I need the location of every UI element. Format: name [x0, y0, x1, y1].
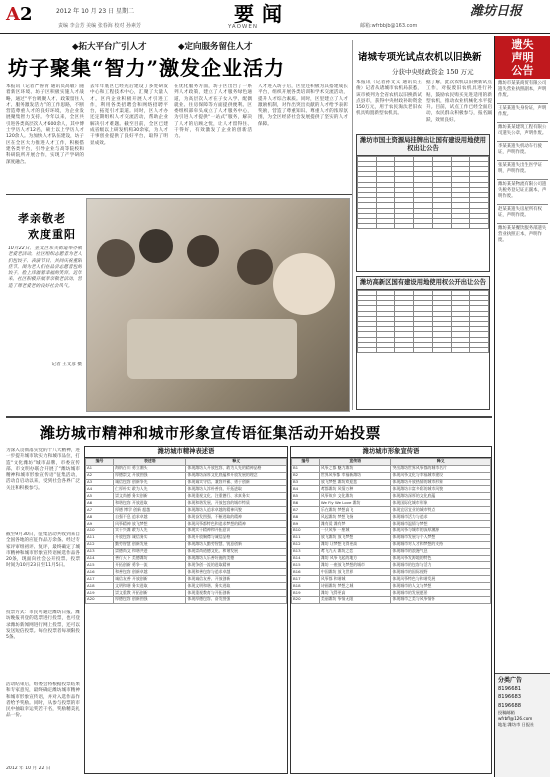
table-cell: A3 [86, 479, 114, 486]
table-row [86, 541, 287, 548]
table-cell: 体现争创一流的进取精神 [186, 562, 287, 569]
table-row [292, 486, 491, 493]
table-cell: 风筝精神 放飞梦想 [114, 521, 186, 528]
table-row [292, 534, 491, 541]
phone-number: 8196688 [498, 702, 522, 709]
table-row [292, 562, 491, 569]
table-cell: 体现诚实守信、兼容并蓄、勇于创新 [186, 479, 287, 486]
table-cell: A11 [86, 534, 114, 541]
table-cell: 体现风筝都特色和追求梦想的精神 [186, 521, 287, 528]
table-row [292, 569, 491, 576]
table-row [292, 541, 491, 548]
table-cell: 和善包容 创新卓越 [114, 569, 186, 576]
table-cell: 潍坊 风筝飞起的地方 [319, 555, 391, 562]
table-cell: 放飞潍坊 放飞梦想 [319, 534, 391, 541]
table-cell: 勤劳智慧 创新发展 [114, 541, 186, 548]
table-cell: B8 [292, 514, 320, 521]
table-cell: B5 [292, 493, 320, 500]
table-cell: 一只风筝 一座城 [319, 527, 391, 534]
table-cell: B6 [292, 500, 320, 507]
ad-cell [470, 347, 489, 352]
table-cell: 体现文明和谐、务实进取 [186, 583, 287, 590]
table-cell: 潍坊 飞得更高 [319, 590, 391, 597]
table-row [292, 555, 491, 562]
table-cell: A8 [86, 514, 114, 521]
ad-cell [432, 224, 451, 229]
notice-item: 潍坊市某某商贸有限公司遗失营业执照副本，声明作废。 [498, 81, 547, 98]
table-cell: 放飞梦想 潍坊欢迎您 [319, 479, 391, 486]
table-cell: 体现潍坊开放热情的城市形象 [391, 479, 491, 486]
person-figure [139, 229, 173, 263]
table-cell: 体现宜居宜业的城市特点 [391, 507, 491, 514]
table-cell: 风筝都 和谐城 [319, 576, 391, 583]
notice-item: 李某某遗失机动车行驶证，声明作废。 [497, 141, 548, 158]
table-cell: 体现城市活力与追求 [391, 514, 491, 521]
table-cell: 潍坊 让梦想飞得更高 [319, 541, 391, 548]
table-cell: B16 [292, 569, 320, 576]
ad-cell [376, 224, 395, 229]
table-row [292, 514, 491, 521]
table-cell: 体现潍坊人追求卓越的精神风貌 [186, 507, 287, 514]
photo-headline-line2: 欢度重阳 [28, 228, 76, 241]
table-row [86, 562, 287, 569]
table-row [292, 479, 491, 486]
divider [6, 194, 352, 195]
table-cell: 厚德包容 创新图强 [114, 596, 186, 603]
section-title: 要闻 [234, 2, 290, 26]
table-row [86, 465, 287, 472]
ad-cell [376, 347, 395, 352]
table-cell: 体现和善包容与追求卓越 [186, 569, 287, 576]
table-cell: 风筝故乡 文化潍坊 [319, 493, 391, 500]
table-cell: 体现奋发图强、不断进取的精神 [186, 514, 287, 521]
table-cell: B14 [292, 555, 320, 562]
table-cell: 自强不息 追求卓越 [114, 514, 186, 521]
table-cell: A5 [86, 493, 114, 500]
table-cell: 体现城市的国际视野 [391, 569, 491, 576]
table-cell: B17 [292, 576, 320, 583]
ad-cell [451, 224, 470, 229]
table-row [292, 583, 491, 590]
table-cell: 体现和谐发展、开放包容的城市特质 [186, 500, 287, 507]
page-num: 2 [19, 4, 33, 25]
table-cell: 崇德尚文 和谐共进 [114, 548, 186, 555]
land-notice-ad-2 [356, 276, 490, 410]
photo-credit: 记者 王文彦 摄 [51, 362, 82, 367]
table-row [292, 548, 491, 555]
table-cell: 体现潍坊人开放包容、敢为人先的精神品格 [186, 465, 287, 472]
table-row [86, 548, 287, 555]
table-row [86, 590, 287, 597]
table-header-cell: 释义 [186, 458, 287, 465]
table-cell: 风起潍坊 梦想飞扬 [319, 514, 391, 521]
table-cell: 体现城市温情与梦想 [391, 521, 491, 528]
table-header-cell: 表述语 [114, 458, 186, 465]
table-cell: 体现潍坊人勤劳智慧、锐意创新 [186, 541, 287, 548]
table-row [86, 576, 287, 583]
table-cell: 诗画潍坊 梦想之城 [319, 583, 391, 590]
table-cell: 体现城市的人文与梦想 [391, 583, 491, 590]
ad-cell [395, 347, 414, 352]
notice-item: 潍坊某某物流有限公司遗失税务登记证正副本，声明作废。 [497, 179, 548, 202]
table-cell: 潍有爱 潍有梦 [319, 521, 391, 528]
side-headline: 诸城专项光试点农机以旧换新 [358, 52, 482, 63]
table-cell: 体现重视教育与开拓创新 [186, 590, 287, 597]
contact-email: 投稿邮箱 wfrbfl@126.com [498, 709, 533, 721]
table-cell: A4 [86, 486, 114, 493]
city-spirit-table [84, 446, 288, 774]
table-with-food [127, 319, 297, 379]
table-cell: 鸢飞九天 潍坊之恋 [319, 548, 391, 555]
table-cell: 体现潍坊人乐善好施的美德 [186, 555, 287, 562]
notice-title-line: 遗失 [511, 38, 534, 51]
table-cell: B1 [292, 465, 320, 472]
ad-cell [395, 224, 414, 229]
phone-number: 8196681 [498, 686, 522, 693]
table-cell: 仁厚朴实 敢为人先 [114, 486, 186, 493]
table-cell: 美丽潍坊 筝情无限 [319, 596, 391, 603]
person-figure [187, 235, 219, 267]
table-header-cell: 宣传语 [319, 458, 391, 465]
table-cell: B20 [292, 596, 320, 603]
notice-item: 张某某遗失出生医学证明，声明作废。 [497, 160, 548, 177]
table-row [86, 493, 287, 500]
table-cell: 体现实干精神和开拓意识 [186, 527, 287, 534]
table-cell: 体现城市之美与风筝情怀 [391, 596, 491, 603]
bottom-intro-2: 截至9月30日，征集活动共收到来自全国各地的应征作品万余条。经过专家评审组初评、复评，最终确定了城市精神和城市形象宣传语候选作品各20条，现面向社会公开投票。投票时间为10月23日至11月5日。 [6, 532, 80, 569]
ad-cell [470, 224, 489, 229]
lead-kicker-left: ◆拓大平台广引人才 [72, 42, 147, 52]
bottom-intro-3: 投票方式：市民可通过潍坊日报、潍坊晚报刊登的选票进行投票，也可登录潍坊新闻网进行网上投票，还可以发送短信投票。每位投票者每项限投5条。 [6, 610, 80, 641]
table-cell: A19 [86, 590, 114, 597]
table-cell: 体现潍坊人淳朴善良、开拓进取 [186, 486, 287, 493]
notice-list [495, 79, 550, 246]
table-cell: 体现潍坊深厚文化底蕴和开放发展的理念 [186, 472, 287, 479]
table-cell: 海纳百川 勇立潮头 [114, 465, 186, 472]
table-row [86, 596, 287, 603]
table-cell: 风筝之都 魅力潍坊 [319, 465, 391, 472]
ad-row [358, 224, 489, 229]
page-letter: A [6, 4, 20, 25]
table-cell: A16 [86, 569, 114, 576]
table-row [292, 493, 491, 500]
table-row [86, 486, 287, 493]
table-cell: 体现城市发展与个人梦想 [391, 534, 491, 541]
table-row [292, 500, 491, 507]
table-row [86, 569, 287, 576]
classified-contact [495, 673, 550, 777]
table-row [292, 521, 491, 528]
ad-cell [358, 347, 377, 352]
table-cell: A1 [86, 465, 114, 472]
table-cell: 崇文重教 开拓创新 [114, 590, 186, 597]
table-header-cell: 释义 [391, 458, 491, 465]
column-divider [352, 40, 353, 410]
table-cell: 体现风筝文化与幸福城市建设 [391, 472, 491, 479]
notice-title-line: 声明 [511, 51, 534, 64]
land-notice-ad-1 [356, 134, 490, 272]
bottom-footer-date: 2012 年 10 月 22 日 [6, 766, 51, 771]
table-cell: A7 [86, 507, 114, 514]
table-cell: 中国潍坊 放飞世界 [319, 569, 391, 576]
table-row [292, 472, 491, 479]
table-cell: B9 [292, 521, 320, 528]
lead-column-1: 本报讯（记者严鲁青 通讯员高敏）随着新区环境、坊子区积极实施人才战略，通过“平台吸聚人才、政策留住人才、服务激发活力”的工作思路，不断营造尊重人才的良好环境，为企业发展聚集智力支持。今年以来，全区共引进各类高层次人才600余人，其中博士学历人才12名，硕士以上学历人才120余人。为加快人才队伍建设，坊子区在全区大力推进人才工作，积极搭建各类平台，引导企业与高等院校和科研院所开展合作，实现了产学研的深度融合。 [6, 84, 84, 165]
table-row [292, 590, 491, 597]
table-row [86, 555, 287, 562]
table-row [86, 507, 287, 514]
table-cell: A18 [86, 583, 114, 590]
photo-headline-line1: 孝亲敬老 [18, 212, 66, 225]
table-cell: A6 [86, 500, 114, 507]
table-row [292, 465, 491, 472]
table-cell: B13 [292, 548, 320, 555]
table-cell: A14 [86, 555, 114, 562]
table-row [86, 534, 287, 541]
news-photo [86, 198, 350, 412]
ad-cell [358, 224, 377, 229]
section-pinyin: YAOWEN [228, 24, 258, 30]
table-cell: 体现风筝发源地的特色 [391, 555, 491, 562]
table-row [86, 479, 287, 486]
contact-label: 分类广告 [498, 677, 523, 684]
table-cell: A9 [86, 521, 114, 528]
table-row [292, 576, 491, 583]
table-header-cell: 编号 [292, 458, 320, 465]
table-cell: 厚德 博学 创新 超越 [114, 507, 186, 514]
elderly-woman-face [273, 253, 335, 315]
table-cell: 文明和谐 务实进取 [114, 583, 186, 590]
table-cell: 乐在潍坊 梦想高飞 [319, 507, 391, 514]
city-slogan-table [290, 446, 492, 774]
notice-title [495, 36, 550, 79]
table-cell: 实干兴潍 敢为人先 [114, 527, 186, 534]
table-cell: 潍坊 一座放飞梦想的城市 [319, 562, 391, 569]
table-cell: 诚信友善 开放创新 [114, 576, 186, 583]
table-cell: B15 [292, 562, 320, 569]
table-title: 潍坊城市形象宣传语 [291, 447, 491, 458]
lead-kicker-right: ◆定向服务留住人才 [178, 42, 253, 52]
notice-title-line: 公告 [511, 64, 534, 77]
table-cell: 体现诚信友善、开放创新 [186, 576, 287, 583]
classified-column [494, 36, 550, 777]
table-cell: B19 [292, 590, 320, 597]
side-column-2: 据了解，此次农机以旧换新试点工作，对报废旧农机具进行补贴，鼓励农民购买先进适用的新型农机，推动农业机械化水平提升。目前，试点工作已经全面启动，农民群众积极参与，报名踊跃，效果良好。 [426, 80, 492, 123]
table-row [86, 527, 287, 534]
side-subheadline: 分获中央财政资金 150 万元 [392, 68, 474, 76]
lead-headline: 坊子聚集“智力”激发企业活力 [8, 56, 286, 80]
notice-item: 潍坊某某建筑工程有限公司遗失公章，声明作废。 [497, 122, 548, 139]
ad-cell [414, 224, 433, 229]
table-row [86, 500, 287, 507]
table-cell: 世界风筝都 幸福新潍坊 [319, 472, 391, 479]
lead-column-3: 在优化服务方面，坊子区出台了一系列人才政策，建立了人才服务绿色通道，为高层次人才在子女入学、配偶就业、住房保障等方面提供便利。区委组织部牵头成立了人才服务中心，为引进人才提供“一站式”服务，解决了人才的后顾之忧，让人才留得住、干得好，有效激发了企业的创新活力。 [174, 84, 252, 140]
candidate-table [85, 458, 287, 604]
table-cell: 体现国际化城市形象 [391, 500, 491, 507]
table-cell: 体现城市的浪漫气息 [391, 548, 491, 555]
ad-title: 潍坊市国土资源局挂牌出让国有建设用地使用权出让公告 [357, 135, 489, 156]
lead-column-2: 去年年底区已经先后建设了多处研发中心和工程技术中心，汇聚了大量人才。区内企业积极开展人才引进工作，利用各类招聘会和网络招聘平台，拓宽引才渠道。同时，区人才办还定期组织人才交流活动，帮助企业解决引才难题。截至目前，全区已建成省级以上研发机构30余家，为人才干事创业提供了良好平台，取得了明显成效。 [90, 84, 168, 146]
contact-address: 地址:潍坊市 日报社 [498, 721, 535, 727]
table-cell: A10 [86, 527, 114, 534]
ad-row [358, 347, 489, 352]
table-title: 潍坊城市精神表述语 [85, 447, 287, 458]
table-row [86, 583, 287, 590]
table-header-cell: 编号 [86, 458, 114, 465]
photo-caption: 10月22日，奎文区东关街道举办敬老爱老活动，社区组织志愿者为老人们包饺子、表演节目，共同庆祝重阳佳节。图为老人们在品尝志愿者包的饺子，脸上洋溢着幸福的笑容。近年来，社区积极开展孝亲敬老活动，营造了尊老爱老的良好社会风气。 [8, 246, 82, 289]
table-cell: B3 [292, 479, 320, 486]
table-cell: A15 [86, 562, 114, 569]
divider [6, 416, 492, 418]
table-cell: 体现城市的发展愿景 [391, 590, 491, 597]
table-cell: B10 [292, 527, 320, 534]
table-cell: 体现厚德包容、奋发图强 [186, 596, 287, 603]
table-row [86, 472, 287, 479]
ad-table [357, 156, 489, 230]
candidate-table [291, 458, 491, 604]
table-cell: 体现城市对人才和梦想的支持 [391, 541, 491, 548]
table-cell: 和谐包容 开放进取 [114, 500, 186, 507]
paper-logo: 潍坊日报 [470, 4, 523, 19]
table-cell: 鸢都潍坊 风情万种 [319, 486, 391, 493]
table-cell: 崇文尚德 务实创新 [114, 493, 186, 500]
notice-item: 潍坊某某餐饮服务部遗失营业执照正本，声明作废。 [497, 223, 548, 246]
table-cell: 体现崇尚道德文化、和谐发展 [186, 548, 287, 555]
table-row [86, 521, 287, 528]
table-cell: 体现重视文化、注重德行、求真务实 [186, 493, 287, 500]
issue-date: 2012 年 10 月 23 日 星期二 [56, 8, 134, 15]
table-cell: A17 [86, 576, 114, 583]
email-line: 邮箱:wfrbbjb@163.com [360, 23, 418, 29]
table-row [292, 596, 491, 603]
table-cell: B4 [292, 486, 320, 493]
phone-number: 8196683 [498, 694, 522, 701]
table-cell: 体现风筝与城市的深厚渊源 [391, 527, 491, 534]
table-cell: 体现开放胸襟与诚信品格 [186, 534, 287, 541]
masthead [0, 0, 550, 34]
ad-cell [432, 347, 451, 352]
table-cell: 体现风筝特色与和谐发展 [391, 576, 491, 583]
table-cell: B12 [292, 541, 320, 548]
bottom-intro-4: 活动结束后，组委会将根据投票结果和专家意见，最终确定潍坊城市精神和城市形象宣传语，并对入选作品作者给予奖励。同时，从参与投票的市民中抽取幸运奖若干名，奖励精美礼品一份。 [6, 682, 80, 719]
person-figure [237, 249, 273, 285]
editor-line: 责编 李会芳 美编 张春海 校对 孙素芳 [58, 23, 141, 29]
lead-column-4: 人才进入坊子后，区里还积极为其搭建成长平台，组织开展各类培训和学术交流活动，提升人才综合素质。同时，区里建立了人才激励机制，对作出突出贡献的人才给予表彰奖励，营造了尊重知识、尊重人才的浓厚氛围，为全区经济社会发展提供了坚实的人才保障。 [258, 84, 348, 127]
table-cell: B7 [292, 507, 320, 514]
side-column-1: 本报讯（记者孙文义 通讯员王俊）记者从诸城市农机局获悉，该市被列为全省农机以旧换新试点县市，获得中央财政补助资金150万元，用于农民淘汰老旧农机具购置新型农机具。 [356, 80, 422, 117]
notice-item: 赵某某遗失房屋所有权证，声明作废。 [497, 204, 548, 221]
table-cell: B2 [292, 472, 320, 479]
bottom-headline: 潍坊城市精神和城市形象宣传语征集活动开始投票 [40, 424, 382, 442]
table-row [86, 514, 287, 521]
table-cell: 诚信包容 创新争先 [114, 479, 186, 486]
ad-table [357, 290, 489, 353]
table-row [292, 527, 491, 534]
ad-cell [451, 347, 470, 352]
table-cell: We Fly We Love 潍坊 [319, 500, 391, 507]
page-number [6, 4, 33, 27]
table-cell: A13 [86, 548, 114, 555]
table-row [292, 507, 491, 514]
table-cell: B11 [292, 534, 320, 541]
table-cell: A20 [86, 596, 114, 603]
table-cell: 厚德崇文 开放图强 [114, 472, 186, 479]
ad-cell [414, 347, 433, 352]
table-cell: 突出潍坊世界风筝都的城市名片 [391, 465, 491, 472]
table-cell: A2 [86, 472, 114, 479]
person-figure [97, 239, 135, 277]
notice-item: 王某某遗失身份证，声明作废。 [497, 103, 548, 120]
table-cell: 体现潍坊丰富多彩的城市风貌 [391, 486, 491, 493]
table-cell: 体现城市的包容与活力 [391, 562, 491, 569]
table-cell: 开放包容 诚信务实 [114, 534, 186, 541]
table-cell: 开拓创新 勇争一流 [114, 562, 186, 569]
table-cell: 善行天下 美德潍坊 [114, 555, 186, 562]
table-cell: B18 [292, 583, 320, 590]
table-cell: 体现潍坊深厚的文化底蕴 [391, 493, 491, 500]
table-cell: A12 [86, 541, 114, 548]
bottom-intro-1: 为深入贯彻落实党的十八大精神，进一步提升城市软实力和城市品位，打造“文化潍坊”城市品牌，市委宣传部、市文明办联合开展了“潍坊城市精神和城市形象宣传语”征集活动，活动自启动以来，受到社会各界广泛关注和积极参与。 [6, 448, 80, 491]
ad-title: 潍坊高新区国有建设用地使用权公开出让公告 [357, 277, 489, 290]
